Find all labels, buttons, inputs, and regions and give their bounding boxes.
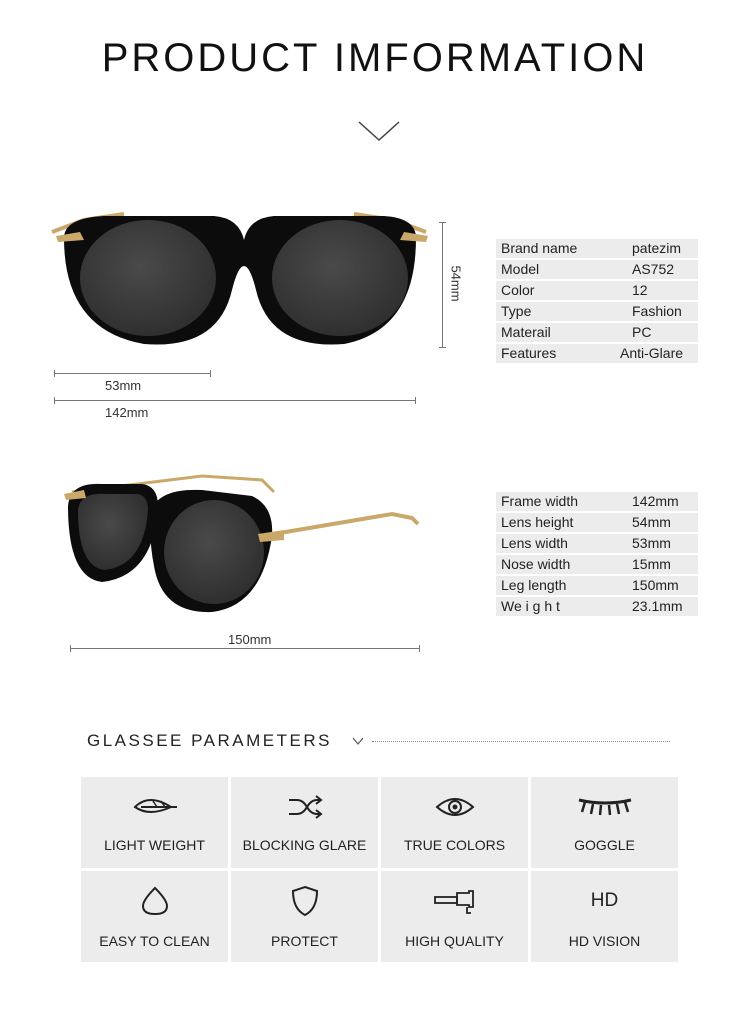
lens-width-dimension: [54, 373, 211, 374]
spec-table-basic: [496, 239, 698, 365]
spec-key: Lens width: [501, 535, 568, 551]
spec-key: Type: [501, 303, 532, 319]
page-title: PRODUCT IMFORMATION: [101, 36, 649, 80]
chevron-down-icon: [357, 118, 401, 144]
lens-height-dimension: [442, 222, 443, 348]
temple-length-label: 150mm: [228, 632, 272, 647]
spec-row: [496, 323, 698, 342]
parameter-high-quality: [381, 871, 528, 962]
feather-icon: [131, 795, 179, 819]
front-view-glasses-image: [44, 200, 434, 360]
spec-value: 15mm: [632, 556, 671, 572]
eye-icon: [435, 795, 475, 819]
spec-row: [496, 597, 698, 616]
spec-value: patezim: [632, 240, 682, 256]
parameters-title: GLASSEE PARAMETERS: [87, 731, 332, 750]
spec-row: [496, 260, 698, 279]
parameter-protect: [231, 871, 378, 962]
spec-row: [496, 302, 698, 321]
spec-row: [496, 492, 698, 511]
shield-icon: [289, 885, 321, 917]
spec-key: Model: [501, 261, 540, 277]
spec-value: 53mm: [632, 535, 671, 551]
hd-icon: HD: [590, 890, 619, 911]
spec-value: Fashion: [632, 303, 682, 319]
spec-row: [496, 239, 698, 258]
spec-key: Nose width: [501, 556, 571, 572]
lens-width-label: 53mm: [105, 378, 142, 393]
parameter-label: HIGH QUALITY: [405, 933, 504, 949]
spec-value: 142mm: [632, 493, 679, 509]
spec-row: [496, 344, 698, 363]
hammer-icon: [433, 887, 477, 915]
spec-key: Leg length: [501, 577, 567, 593]
parameter-label: TRUE COLORS: [403, 837, 506, 853]
spec-key: Materail: [501, 324, 551, 340]
eyelash-icon: [577, 796, 633, 818]
parameter-label: HD VISION: [568, 933, 641, 949]
parameters-grid: [81, 777, 675, 962]
spec-key: Brand name: [501, 240, 578, 256]
parameter-hd-vision: [531, 871, 678, 962]
spec-key: We i g h t: [501, 598, 560, 614]
side-view-glasses-image: [62, 466, 426, 616]
spec-key: Lens height: [501, 514, 574, 530]
spec-key: Color: [501, 282, 535, 298]
spec-table-dimensions: [496, 492, 698, 618]
spec-value: 54mm: [632, 514, 671, 530]
chevron-down-icon: [352, 736, 364, 746]
parameter-true-colors: [381, 777, 528, 868]
parameter-goggle: [531, 777, 678, 868]
parameter-label: GOGGLE: [574, 837, 635, 853]
drop-icon: [139, 886, 171, 916]
frame-width-dimension: [54, 400, 416, 401]
frame-width-label: 142mm: [105, 405, 149, 420]
parameter-blocking-glare: [231, 777, 378, 868]
spec-value: PC: [632, 324, 652, 340]
shuffle-icon: [287, 794, 323, 820]
spec-value: 150mm: [632, 577, 679, 593]
temple-length-dimension: [70, 648, 420, 649]
spec-row: [496, 513, 698, 532]
spec-row: [496, 281, 698, 300]
divider: [372, 741, 670, 742]
parameter-label: EASY TO CLEAN: [99, 933, 210, 949]
spec-value: AS752: [632, 261, 675, 277]
parameter-label: BLOCKING GLARE: [242, 837, 367, 853]
spec-row: [496, 576, 698, 595]
spec-value: 12: [632, 282, 648, 298]
spec-value: Anti-Glare: [620, 345, 684, 361]
parameter-light-weight: [81, 777, 228, 868]
parameter-label: LIGHT WEIGHT: [104, 837, 205, 853]
parameter-label: PROTECT: [271, 933, 338, 949]
lens-height-label: 54mm: [448, 265, 464, 302]
parameter-easy-to-clean: [81, 871, 228, 962]
spec-row: [496, 555, 698, 574]
spec-key: Frame width: [501, 493, 579, 509]
spec-key: Features: [501, 345, 557, 361]
spec-value: 23.1mm: [632, 598, 683, 614]
spec-row: [496, 534, 698, 553]
